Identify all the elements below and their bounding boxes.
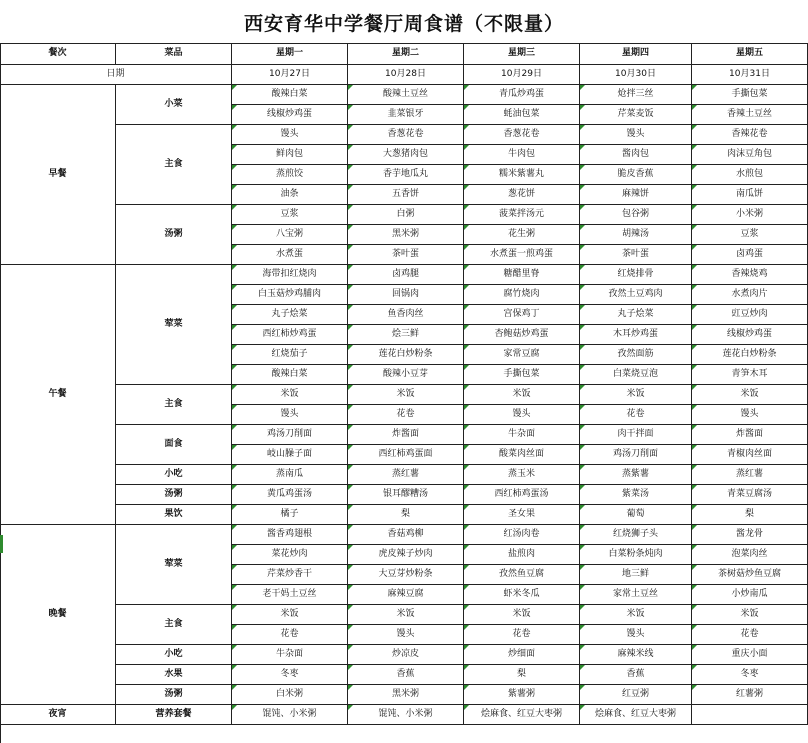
category-label: 主食 (116, 385, 232, 425)
meal-label: 早餐 (0, 85, 116, 265)
menu-item: 米饭 (692, 385, 808, 405)
menu-item: 手撕包菜 (464, 365, 580, 385)
page-title: 西安育华中学餐厅周食谱（不限量） (243, 12, 564, 35)
menu-item: 蚝油包菜 (464, 105, 580, 125)
menu-item: 青瓜炒鸡蛋 (464, 85, 580, 105)
menu-item: 馒头 (692, 405, 808, 425)
menu-item: 线椒炒鸡蛋 (692, 325, 808, 345)
menu-item: 孜然土豆鸡肉 (580, 285, 692, 305)
menu-item: 回锅肉 (348, 285, 464, 305)
menu-item: 麻辣饼 (580, 185, 692, 205)
menu-item: 香芋地瓜丸 (348, 165, 464, 185)
menu-item: 红薯粥 (692, 685, 808, 705)
menu-item: 莲花白炒粉条 (692, 345, 808, 365)
menu-item: 重庆小面 (692, 645, 808, 665)
menu-item: 鸡汤刀削面 (580, 445, 692, 465)
menu-item: 糯米紫薯丸 (464, 165, 580, 185)
menu-item: 蒸南瓜 (232, 465, 348, 485)
category-label: 小吃 (116, 645, 232, 665)
date-cell: 10月31日 (692, 65, 808, 85)
menu-item: 红烧茄子 (232, 345, 348, 365)
menu-item: 白粥 (348, 205, 464, 225)
menu-item: 盐煎肉 (464, 545, 580, 565)
date-cell: 10月29日 (464, 65, 580, 85)
menu-item: 蒸煎饺 (232, 165, 348, 185)
menu-item: 梨 (348, 505, 464, 525)
menu-item: 芹菜麦饭 (580, 105, 692, 125)
menu-item: 花卷 (580, 405, 692, 425)
menu-item: 脆皮香蕉 (580, 165, 692, 185)
category-label: 面食 (116, 425, 232, 465)
menu-item: 青笋木耳 (692, 365, 808, 385)
category-label: 荤菜 (116, 265, 232, 385)
menu-item: 卤鸡腿 (348, 265, 464, 285)
menu-item: 香蕉 (580, 665, 692, 685)
date-cell: 10月27日 (232, 65, 348, 85)
menu-item: 大豆芽炒粉条 (348, 565, 464, 585)
menu-item: 茶树菇炒鱼豆腐 (692, 565, 808, 585)
menu-item: 肉干拌面 (580, 425, 692, 445)
date-cell: 10月30日 (580, 65, 692, 85)
menu-item: 米饭 (580, 605, 692, 625)
menu-item: 香葱花卷 (464, 125, 580, 145)
menu-item: 小炒南瓜 (692, 585, 808, 605)
menu-item: 梨 (692, 505, 808, 525)
menu-item: 虾米冬瓜 (464, 585, 580, 605)
menu-item: 卤鸡蛋 (692, 245, 808, 265)
menu-item: 香辣烧鸡 (692, 265, 808, 285)
menu-item: 炝拌三丝 (580, 85, 692, 105)
category-label: 汤粥 (116, 485, 232, 505)
header-day: 星期二 (348, 43, 464, 65)
menu-item: 老干妈土豆丝 (232, 585, 348, 605)
menu-item: 五香饼 (348, 185, 464, 205)
menu-item: 手撕包菜 (692, 85, 808, 105)
menu-item: 菜花炒肉 (232, 545, 348, 565)
menu-item: 米饭 (348, 385, 464, 405)
menu-item: 米饭 (464, 605, 580, 625)
menu-item: 黑米粥 (348, 225, 464, 245)
menu-item: 红汤肉卷 (464, 525, 580, 545)
menu-item: 酱肉包 (580, 145, 692, 165)
menu-item: 牛杂面 (232, 645, 348, 665)
menu-item: 炒凉皮 (348, 645, 464, 665)
menu-item: 孜然面筋 (580, 345, 692, 365)
menu-item: 麻辣豆腐 (348, 585, 464, 605)
menu-item: 牛杂面 (464, 425, 580, 445)
meal-label: 晚餐 (0, 525, 116, 705)
menu-item: 花卷 (348, 405, 464, 425)
menu-item: 黑米粥 (348, 685, 464, 705)
header-meal: 餐次 (0, 43, 116, 65)
menu-item: 家常豆腐 (464, 345, 580, 365)
menu-item: 茶叶蛋 (580, 245, 692, 265)
menu-item: 米饭 (464, 385, 580, 405)
header-day: 星期五 (692, 43, 808, 65)
menu-item: 虎皮辣子炒肉 (348, 545, 464, 565)
menu-item: 白菜烧豆泡 (580, 365, 692, 385)
menu-item: 泡菜肉丝 (692, 545, 808, 565)
menu-item: 烩麻食、红豆大枣粥 (580, 705, 692, 725)
menu-item: 豇豆炒肉 (692, 305, 808, 325)
menu-item: 莲花白炒粉条 (348, 345, 464, 365)
menu-item: 馒头 (464, 405, 580, 425)
menu-item: 烩麻食、红豆大枣粥 (464, 705, 580, 725)
menu-item: 香辣花卷 (692, 125, 808, 145)
menu-item: 宫保鸡丁 (464, 305, 580, 325)
menu-item: 西红柿鸡蛋汤 (464, 485, 580, 505)
category-label: 荤菜 (116, 525, 232, 605)
menu-item: 八宝粥 (232, 225, 348, 245)
menu-item: 橘子 (232, 505, 348, 525)
menu-item: 西红柿鸡蛋面 (348, 445, 464, 465)
menu-item: 馒头 (580, 625, 692, 645)
menu-item: 香菇鸡柳 (348, 525, 464, 545)
menu-item: 酱香鸡翅根 (232, 525, 348, 545)
menu-item: 孜然鱼豆腐 (464, 565, 580, 585)
category-label: 水果 (116, 665, 232, 685)
menu-item: 大葱猪肉包 (348, 145, 464, 165)
menu-item: 白玉菇炒鸡脯肉 (232, 285, 348, 305)
menu-item: 烩三鲜 (348, 325, 464, 345)
menu-item: 花卷 (232, 625, 348, 645)
menu-item: 梨 (464, 665, 580, 685)
category-label: 主食 (116, 125, 232, 205)
menu-item: 青椒肉丝面 (692, 445, 808, 465)
menu-item: 胡辣汤 (580, 225, 692, 245)
menu-item: 糖醋里脊 (464, 265, 580, 285)
menu-item: 红豆粥 (580, 685, 692, 705)
menu-item: 肉沫豆角包 (692, 145, 808, 165)
menu-item: 冬枣 (232, 665, 348, 685)
menu-item: 鱼香肉丝 (348, 305, 464, 325)
menu-item: 包谷粥 (580, 205, 692, 225)
category-label: 小吃 (116, 465, 232, 485)
menu-item: 小米粥 (692, 205, 808, 225)
meal-label: 午餐 (0, 265, 116, 525)
menu-item: 西红柿炒鸡蛋 (232, 325, 348, 345)
menu-item: 米饭 (232, 605, 348, 625)
menu-item: 米饭 (692, 605, 808, 625)
menu-item: 米饭 (232, 385, 348, 405)
menu-item: 圣女果 (464, 505, 580, 525)
menu-item: 馒头 (232, 405, 348, 425)
menu-item: 鲜肉包 (232, 145, 348, 165)
category-label: 营养套餐 (116, 705, 232, 725)
menu-item: 馒头 (348, 625, 464, 645)
menu-item: 家常土豆丝 (580, 585, 692, 605)
menu-item (692, 705, 808, 725)
menu-item: 水煎包 (692, 165, 808, 185)
menu-item: 冬枣 (692, 665, 808, 685)
category-label: 小菜 (116, 85, 232, 125)
menu-item: 韭菜银牙 (348, 105, 464, 125)
menu-item: 馄饨、小米粥 (232, 705, 348, 725)
menu-item: 葱花饼 (464, 185, 580, 205)
category-label: 主食 (116, 605, 232, 645)
menu-item: 水煮肉片 (692, 285, 808, 305)
menu-item: 酸菜肉丝面 (464, 445, 580, 465)
menu-item: 茶叶蛋 (348, 245, 464, 265)
menu-item: 花卷 (464, 625, 580, 645)
menu-item: 酸辣白菜 (232, 85, 348, 105)
menu-item: 红烧排骨 (580, 265, 692, 285)
menu-item: 丸子烩菜 (580, 305, 692, 325)
menu-item: 油条 (232, 185, 348, 205)
menu-item: 银耳醪糟汤 (348, 485, 464, 505)
menu-item: 馄饨、小米粥 (348, 705, 464, 725)
menu-item: 花卷 (692, 625, 808, 645)
menu-item: 海带扣红烧肉 (232, 265, 348, 285)
menu-item: 鸡汤刀削面 (232, 425, 348, 445)
menu-item: 炒细面 (464, 645, 580, 665)
header-day: 星期三 (464, 43, 580, 65)
menu-item: 蒸红薯 (692, 465, 808, 485)
menu-item: 线椒炒鸡蛋 (232, 105, 348, 125)
menu-item: 杏鲍菇炒鸡蛋 (464, 325, 580, 345)
menu-item: 青菜豆腐汤 (692, 485, 808, 505)
menu-item: 酸辣白菜 (232, 365, 348, 385)
menu-item: 白菜粉条炖肉 (580, 545, 692, 565)
menu-item: 南瓜饼 (692, 185, 808, 205)
menu-item: 花生粥 (464, 225, 580, 245)
menu-item: 水煮蛋 (232, 245, 348, 265)
header-day: 星期一 (232, 43, 348, 65)
date-label: 日期 (0, 65, 232, 85)
menu-item: 芹菜炒香干 (232, 565, 348, 585)
category-label: 汤粥 (116, 685, 232, 705)
category-label: 汤粥 (116, 205, 232, 265)
menu-item: 香蕉 (348, 665, 464, 685)
menu-item: 紫菜汤 (580, 485, 692, 505)
category-label: 果饮 (116, 505, 232, 525)
menu-item: 红烧狮子头 (580, 525, 692, 545)
menu-item: 水煮蛋一煎鸡蛋 (464, 245, 580, 265)
menu-item: 蒸玉米 (464, 465, 580, 485)
menu-item: 馒头 (580, 125, 692, 145)
menu-item: 炸酱面 (348, 425, 464, 445)
menu-item: 香葱花卷 (348, 125, 464, 145)
menu-item: 馒头 (232, 125, 348, 145)
menu-item: 香辣土豆丝 (692, 105, 808, 125)
date-cell: 10月28日 (348, 65, 464, 85)
menu-item: 岐山臊子面 (232, 445, 348, 465)
menu-item: 菠菜拌汤元 (464, 205, 580, 225)
menu-item: 麻辣米线 (580, 645, 692, 665)
menu-item: 酸辣小豆芽 (348, 365, 464, 385)
menu-item: 白米粥 (232, 685, 348, 705)
menu-item: 木耳炒鸡蛋 (580, 325, 692, 345)
meal-label: 夜宵 (0, 705, 116, 725)
menu-item: 炸酱面 (692, 425, 808, 445)
menu-item: 豆浆 (232, 205, 348, 225)
menu-item: 酱龙骨 (692, 525, 808, 545)
menu-item: 丸子烩菜 (232, 305, 348, 325)
row-marker (0, 535, 3, 553)
menu-item: 米饭 (580, 385, 692, 405)
menu-item: 腐竹烧肉 (464, 285, 580, 305)
menu-item: 黄瓜鸡蛋汤 (232, 485, 348, 505)
menu-item: 豆浆 (692, 225, 808, 245)
menu-item: 牛肉包 (464, 145, 580, 165)
menu-item: 蒸红薯 (348, 465, 464, 485)
menu-item: 紫薯粥 (464, 685, 580, 705)
header-day: 星期四 (580, 43, 692, 65)
menu-item: 葡萄 (580, 505, 692, 525)
menu-item: 米饭 (348, 605, 464, 625)
header-category: 菜品 (116, 43, 232, 65)
menu-item: 地三鲜 (580, 565, 692, 585)
menu-item: 酸辣土豆丝 (348, 85, 464, 105)
menu-item: 蒸紫薯 (580, 465, 692, 485)
